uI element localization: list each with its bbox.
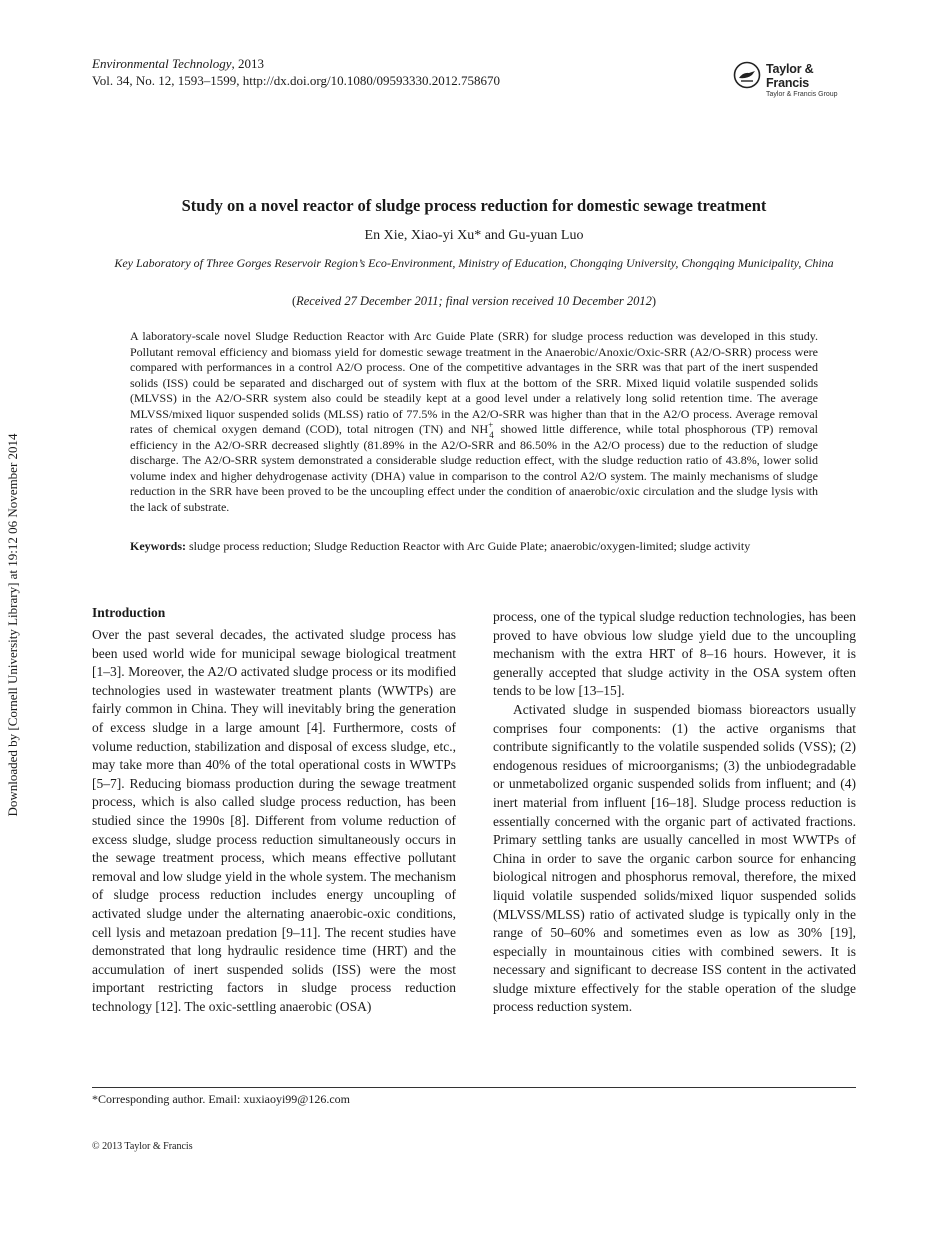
logo-text bbox=[766, 62, 858, 99]
article-title: Study on a novel reactor of sludge process reduction for domestic sewage treatment bbox=[181, 196, 767, 215]
lamp-logo-icon bbox=[733, 61, 761, 89]
logo-publisher-group: Taylor & Francis Group bbox=[766, 91, 838, 98]
copyright-notice: © 2013 Taylor & Francis bbox=[92, 1141, 193, 1152]
intro-paragraph-2: process, one of the typical sludge reduction technologies, has been proved to have obvious low sludge yield due to the uncoupling mechanism with the extra HRT of 8–16 hours. However, it is generally accepted that sludge activity in the OSA system often tends to be low [13–15]. bbox=[493, 609, 856, 699]
journal-title-line bbox=[92, 55, 500, 72]
introduction-heading: Introduction bbox=[92, 605, 166, 620]
article-authors: En Xie, Xiao-yi Xu* and Gu-yuan Luo bbox=[364, 228, 584, 243]
keywords-list: sludge process reduction; Sludge Reduction Reactor with Arc Guide Plate; anaerobic/oxygen-limited; sludge activity bbox=[189, 539, 751, 553]
abstract-part-1: A laboratory-scale novel Sludge Reduction Reactor with Arc Guide Plate (SRR) for sludge process reduction was developed in this study. Pollutant removal efficiency and biomass yield for domestic sewage treatment in the Anaerobic/Anoxic/Oxic-SRR (A2/O-SRR) process were compared with performances in a control A2/O process. One of the competitive advantages in the SRR was that part of the inert suspended solids (ISS) could be separated and discharged out of system with flux at the bottom of the SRR. Mixed liquid volatile suspended solids (MLVSS) in the A2/O-SRR system also could be steadily kept at a good level under a relatively long solid retention time. The average MLVSS/mixed liquor suspended solids (MLSS) ratio of 77.5% in the A2/O-SRR was higher than that in the A2/O process. Average removal rates of chemical oxygen demand (COD), total nitrogen (TN) and NH bbox=[130, 329, 818, 436]
received-open-paren: ( bbox=[291, 294, 297, 308]
footnote-divider bbox=[92, 1087, 856, 1088]
received-dates bbox=[92, 294, 856, 309]
download-stamp: Downloaded by [Cornell University Library] at 19:12 06 November 2014 bbox=[5, 433, 20, 817]
nh4-superscript: + bbox=[488, 420, 494, 430]
nh4-ion-script bbox=[488, 420, 495, 440]
abstract-part-2: showed little difference, while total phosphorous (TP) removal efficiency in the A2/O-SRR decreased slightly (81.89% in the A2/O-SRR and 86.50% in the A2/O process) due to the reduction of sludge discharge. The A2/O-SRR system demonstrated a considerable sludge reduction effect, with the sludge reduction ratio of 43.8%, lower solid volume index and higher dehydrogenase activity (DHA) value in comparison to the control A2/O system. The mainly mechanisms of sludge reduction in the SRR have been proved to be the uncoupling effect under the condition of anaerobic/oxic circulation and the sludge lysis with the lack of substrate. bbox=[130, 422, 818, 514]
publisher-logo bbox=[733, 60, 858, 98]
intro-paragraph-3: Activated sludge in suspended biomass bioreactors usually comprises four components: (1) the active organisms that contribute significantly to the volatile suspended solids (VSS); (2) endogenous residues of microorganisms; (3) the unbiodegradable or unmetabolized organic suspended solids from influent; and (4) inert material from influent [16–18]. Sludge process reduction is essentially concerned with the organic part of activated fractions. Primary settling tanks are usually cancelled in most WWTPs of China in order to save the organic carbon source for enhancing biological nitrogen and phosphorus removal, therefore, the mixed liquid volatile suspended solids/mixed liquor suspended solids (MLVSS/MLSS) ratio of activated sludge is typically only in the range of 50–60% and sometimes even as low as 30% [19], especially in mountainous cities with combined sewers. It is necessary and significant to decrease ISS content in the activated sludge mixture effectively for the stable operation of the sludge process reduction system. bbox=[493, 701, 856, 1015]
author-affiliation: Key Laboratory of Three Gorges Reservoir Region’s Eco-Environment, Ministry of Education, Chongqing University, Chongqing Municipality, China bbox=[114, 256, 834, 270]
keywords bbox=[130, 539, 818, 555]
journal-header bbox=[92, 55, 500, 89]
intro-paragraph-1: Over the past several decades, the activated sludge process has been used world wide for municipal sewage biological treatment [1–3]. Moreover, the A2/O activated sludge process or its modified technologies used in wastewater treatment plants (WWTPs) are fairly common in China. They will inevitably bring the generation of excess sludge in a large amount [4]. Furthermore, costs of volume reduction, stabilization and disposal of excess sludge, etc., may take more than 40% of the total operational costs in WWTPs [5–7]. Reducing biomass production during the sewage treatment process, which is also called sludge process reduction, has been studied since the 1990s [8]. Different from volume reduction of excess sludge, sludge process reduction simultaneously occurs in the sewage treatment process, which means effective pollutant removal and low sludge yield in the whole system. The mechanism of sludge process reduction includes energy uncoupling of activated sludge under the alternating anaerobic-oxic conditions, cell lysis and metazoan predation [9–11]. The recent studies have demonstrated that long hydraulic residence time (HRT) and the accumulation of inert suspended solids (ISS) were the most important restricting factors in sludge process reduction technology [12]. The oxic-settling anaerobic (OSA) bbox=[92, 627, 456, 1014]
left-column bbox=[92, 603, 456, 1016]
keywords-label: Keywords: bbox=[130, 539, 186, 553]
nh4-subscript: 4 bbox=[489, 430, 494, 440]
received-close-paren: ) bbox=[651, 294, 657, 308]
abstract bbox=[130, 329, 818, 515]
right-column bbox=[493, 608, 856, 1017]
journal-name: Environmental Technology bbox=[92, 56, 232, 71]
citation-line[interactable]: Vol. 34, No. 12, 1593–1599, http://dx.doi.org/10.1080/09593330.2012.758670 bbox=[92, 73, 500, 88]
corresponding-author-footnote: *Corresponding author. Email: xuxiaoyi99@126.com bbox=[92, 1092, 351, 1106]
journal-year: , 2013 bbox=[231, 56, 264, 71]
logo-publisher-name: Taylor & Francis bbox=[766, 62, 814, 90]
received-text: Received 27 December 2011; final version received 10 December 2012 bbox=[296, 294, 652, 308]
